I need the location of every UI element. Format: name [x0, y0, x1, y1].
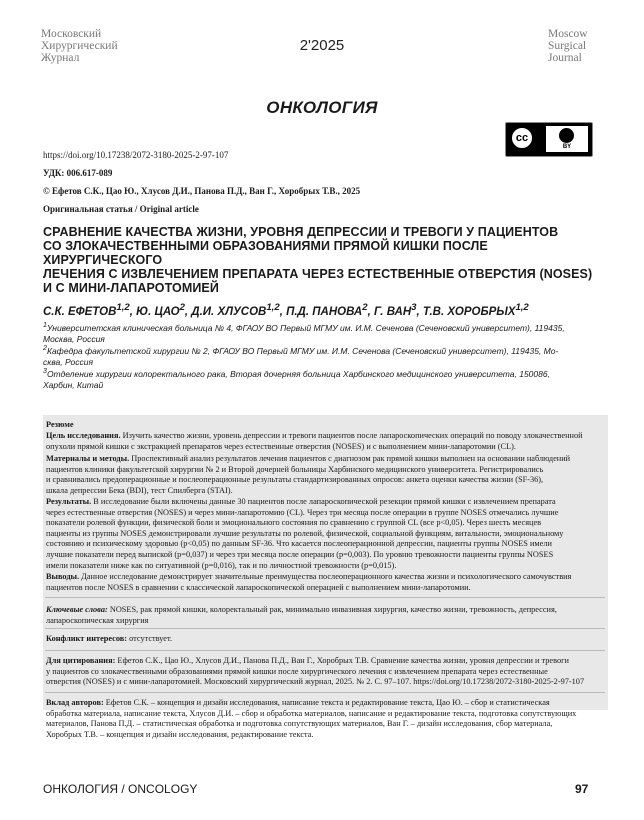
author-sup: 3	[411, 302, 417, 313]
affiliation: $^2$Кафедра факультетской хирургии № 2, ФГАОУ ВО Первый МГМУ им. И.М. Сеченова (Сеченовский университет), 119435, Мо- сква, Россия	[43, 344, 559, 367]
author-sup: 1,2	[515, 302, 529, 313]
author-sup: 2	[362, 302, 368, 313]
journal-logo-en	[548, 28, 618, 64]
person-icon	[559, 128, 574, 143]
citation: Для цитирования: Ефетов С.К., Цао Ю., Хлусов Д.И., Панова П.Д., Ван Г., Хоробрых Т.В. Сравнение качества жизни, уровня депрессии и тревоги у пациентов со злокачественными образованиями прямой кишки после хирургического лечения с извлечением препарата через естественные отверстия (NOSES) и с мини-лапаротомией. Московский хирургический журнал, 2025. № 2. С. 97–107. https://doi.org/10.17238/2072-3180-2025-2-97-107	[46, 656, 585, 687]
author-list: С.К. ЕФЕТОВ$^{1,2}$, Ю. ЦАО$^2$, Д.И. ХЛУСОВ$^{1,2}$, П.Д. ПАНОВА$^2$, Г. ВАН$^3$, Т.В. ХОРОБРЫХ$^{1,2}$	[43, 302, 529, 318]
journal-logo-line: Journal	[548, 52, 582, 64]
article-title	[43, 225, 608, 295]
author-sup: 1,2	[266, 302, 280, 313]
author-name: С.К. ЕФЕТОВ	[43, 305, 117, 318]
by-icon	[546, 126, 588, 152]
abstract-methods: Материалы и методы. Проспективный анализ результатов лечения пациентов с диагнозом рак прямой кишки выполнен на основании наблюдений пациентов клиники факультетской хирургии № 2 и Второй дочерней больницы Харбинского медицинского университета. Регистрировались и сравнивались предоперационные и послеоперационные результаты стандартизированных опросов: анкета оценки качества жизни (SF-36), шкала депрессии Бека (BDI), тест Спилберга (STAI).	[46, 454, 571, 495]
udk-code: УДК: 006.617-089	[43, 168, 113, 178]
author-name: Г. ВАН	[373, 305, 412, 318]
author-name: Д.И. ХЛУСОВ	[191, 305, 267, 318]
cc-by-license-badge[interactable]	[505, 122, 593, 157]
abstract-results: Результаты. В исследование были включены данные 30 пациентов после лапароскопической резекции прямой кишки с извлечением препарата через естественные отверстия (NOSES) и через мини-лапаротомию (CL). Через три месяца после операции в группе NOSES отмечались лучшие показатели ролевой функции, физической боли и эмоционального состояния по сравнению с группой CL (все p<0,05). Через шесть месяцев пациенты из группы NOSES демонстрировали лучшие результаты по ролевой, физической, социальной функциям, витальности, эмоциональному состоянию и психическому здоровью (p<0,05) по данным SF-36. Что касается послеоперационной депрессии, пациенты группы NOSES имели лучшие показатели перед выпиской (p=0,037) и через три месяца после операции (p=0,003). По уровню тревожности пациенты группы NOSES имели показатели ниже как по ситуативной (p=0,016), так и по личностной тревожности (p=0,015).	[46, 497, 564, 570]
divider	[45, 597, 605, 598]
title-line: СО ЗЛОКАЧЕСТВЕННЫМИ ОБРАЗОВАНИЯМИ ПРЯМОЙ КИШКИ ПОСЛЕ ХИРУРГИЧЕСКОГО	[43, 239, 488, 267]
author-sup: 2	[179, 302, 185, 313]
journal-logo-line: Moscow	[548, 28, 588, 40]
title-line: ЛЕЧЕНИЯ С ИЗВЛЕЧЕНИЕМ ПРЕПАРАТА ЧЕРЕЗ ЕСТЕСТВЕННЫЕ ОТВЕРСТИЯ (NOSES)	[43, 267, 593, 281]
title-line: СРАВНЕНИЕ КАЧЕСТВА ЖИЗНИ, УРОВНЯ ДЕПРЕССИИ И ТРЕВОГИ У ПАЦИЕНТОВ	[43, 225, 559, 239]
author-contribution: Вклад авторов: Ефетов С.К. – концепция и дизайн исследования, написание текста и редактирование текста, Цао Ю. – сбор и статистическая обработка материала, написание текста, Хлусов Д.И. – сбор и обработка материалов, написание и редактирование текста, подготовка сопутствующих материалов, Панова П.Д. – статистическая обработка и подготовка сопутствующих материалов, Ван Г. – дизайн исследования, сбор материала, Хоробрых Т.В. – концепция и дизайн исследования, редактирование текста.	[46, 698, 577, 739]
article-type: Оригинальная статья / Original article	[43, 204, 199, 214]
author-sup: 1,2	[116, 302, 130, 313]
author-name: Ю. ЦАО	[136, 305, 180, 318]
affiliation: $^1$Университетская клиническая больница № 4, ФГАОУ ВО Первый МГМУ им. И.М. Сеченова (Сеченовский университет), 119435, Москва, Россия	[43, 321, 565, 344]
divider	[45, 692, 605, 693]
abstract-conclusions: Выводы. Данное исследование демонстрирует значительные преимущества послеоперационного качества жизни и психологического самочувствия пациентов после NOSES в сравнении с классической лапароскопической операцией с выполнением мини-лапаротомии.	[46, 572, 572, 592]
title-line: И С МИНИ-ЛАПАРОТОМИЕЙ	[43, 281, 219, 295]
copyright-line: © Ефетов С.К., Цао Ю., Хлусов Д.И., Панова П.Д., Ван Г., Хоробрых Т.В., 2025	[43, 186, 361, 196]
journal-logo-line: Журнал	[41, 52, 80, 64]
author-name: Т.В. ХОРОБРЫХ	[422, 305, 516, 318]
abstract-keywords: Ключевые слова: NOSES, рак прямой кишки, колоректальный рак, минимально инвазивная хирургия, качество жизни, тревожность, депрессия, лапароскопическая хирургия	[46, 605, 557, 625]
journal-logo-line: Surgical	[548, 40, 587, 52]
abstract-aim: Цель исследования. Изучить качество жизни, уровень депрессии и тревоги пациентов после лапароскопических операций по поводу злокачественной опухоли прямой кишки с экстракцией препаратов через естественные отверстия (NOSES) и с выполнением мини-лапаротомии (CL).	[46, 431, 583, 451]
abstract-heading: Резюме	[46, 420, 74, 429]
cc-icon: cc	[510, 126, 534, 150]
journal-logo-line: Московский	[41, 28, 102, 40]
by-label: BY	[562, 144, 572, 150]
section-title: ОНКОЛОГИЯ	[266, 98, 378, 117]
page-number: 97	[575, 782, 589, 796]
author-name: П.Д. ПАНОВА	[286, 305, 363, 318]
divider	[45, 628, 605, 629]
doi-link[interactable]: https://doi.org/10.17238/2072-3180-2025-2-97-107	[43, 150, 229, 160]
affiliation: $^3$Отделение хирургии колоректального рака, Вторая дочерняя больница Харбинского медицинского университета, 150086, Харбин, Китай	[43, 367, 550, 390]
issue-number: 2'2025	[299, 37, 345, 54]
journal-logo-line: Хирургический	[41, 40, 118, 52]
abstract-conflict: Конфликт интересов: отсутствует.	[46, 634, 173, 643]
divider	[45, 650, 605, 651]
footer-section: ОНКОЛОГИЯ / ONCOLOGY	[43, 782, 198, 796]
